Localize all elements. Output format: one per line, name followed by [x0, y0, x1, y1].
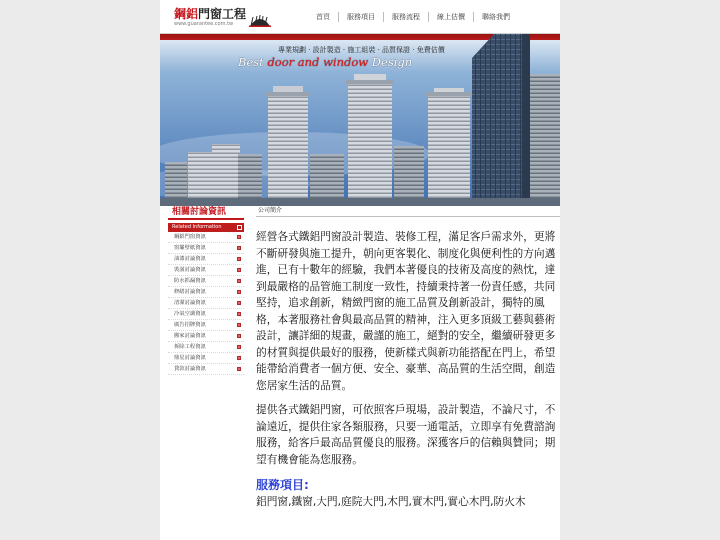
site-header	[160, 0, 560, 34]
logo-url: www.guarantee.com.tw	[174, 21, 234, 27]
sidebar-item-paint[interactable]: 油漆討論資訊	[168, 254, 244, 265]
bullet-icon	[237, 257, 241, 261]
main-content	[256, 206, 560, 510]
related-info-sidebar	[168, 206, 244, 375]
site-logo[interactable]	[172, 3, 272, 31]
services-list: 鋁門窗,鐵窗,大門,庭院大門,木門,實木門,實心木門,防火木	[256, 495, 526, 508]
sidebar-item-repairs[interactable]: 修繕討論資訊	[168, 287, 244, 298]
bullet-icon	[237, 345, 241, 349]
sidebar-item-renovation[interactable]: 裝潢討論資訊	[168, 265, 244, 276]
sidebar-item-doors-windows[interactable]: 鋼鋁門窗資訊	[168, 232, 244, 243]
bullet-icon	[237, 323, 241, 327]
banner-tagline: 專業規劃 · 設計製造 · 施工組裝 · 品質保證 · 免費估價	[278, 46, 445, 54]
nav-process[interactable]: 服務流程	[392, 13, 420, 21]
sidebar-header-bar: Related Information	[168, 223, 244, 232]
sidebar-item-curtains[interactable]: 窗簾壁紙資訊	[168, 243, 244, 254]
sidebar-item-waterproofing[interactable]: 防水抓漏資訊	[168, 276, 244, 287]
sun-logo-icon	[249, 15, 271, 27]
bullet-icon	[237, 279, 241, 283]
bullet-icon	[237, 246, 241, 250]
logo-title: 鋼鋁門窗工程	[174, 7, 247, 21]
bullet-icon	[237, 356, 241, 360]
sidebar-item-moving[interactable]: 搬家討論資訊	[168, 331, 244, 342]
nav-services[interactable]: 服務項目	[347, 13, 375, 21]
bullet-icon	[237, 367, 241, 371]
breadcrumb: 公司簡介	[256, 206, 560, 217]
sidebar-title: 相關討論資訊	[168, 206, 244, 220]
sidebar-item-air-conditioning[interactable]: 冷氣空調資訊	[168, 309, 244, 320]
bullet-icon	[237, 268, 241, 272]
intro-paragraph: 經營各式鐵鋁門窗設計製造、裝修工程，滿足客戶需求外，更將不斷研發與施工提升，朝向更客製化、制度化與便利性的方向邁進，已有十數年的經驗，我們本著優良的技術及高度的熱忱，達到最嚴格的品管施工制度一致性，持續秉持著一份責任感，共同堅持，追求創新，精緻門窗的施工品質及創新設計，獨特的風格，本著服務社會與最高品質的精神，注入更多頂級工藝與藝術設計，讓詳細的規畫，嚴謹的施工，絕對的安全，繼續研發更多的材質與提供最好的服務，使新樣式與新功能搭配在門上，希望能帶給消費者一個方便、安全、豪華、高品質的生活空間，創造您居家生活的品質。	[256, 230, 556, 392]
nav-contact[interactable]: 聯絡我們	[482, 13, 510, 21]
bullet-icon	[237, 290, 241, 294]
nav-online-quote[interactable]: 線上估價	[437, 13, 465, 21]
service-paragraph: 提供各式鐵鋁門窗，可依照客戶現場，設計製造，不論尺寸，不論遠近，提供住家各類服務，只要一通電話，立即享有免費諮詢服務，給客戶最高品質優良的服務。深獲客戶的信賴與贊同；期望有機會能為您服務。	[256, 403, 556, 466]
bullet-icon	[237, 312, 241, 316]
banner-slogan: Best door and window Design	[238, 55, 413, 69]
sidebar-item-dingxing[interactable]: 鼎星討論資訊	[168, 353, 244, 364]
bullet-icon	[237, 301, 241, 305]
hero-banner	[160, 34, 560, 206]
nav-home[interactable]: 首頁	[316, 13, 330, 21]
bullet-icon	[237, 235, 241, 239]
main-nav	[308, 9, 518, 25]
page	[160, 0, 560, 540]
sidebar-item-loans[interactable]: 貸款討論資訊	[168, 364, 244, 375]
bullet-icon	[237, 334, 241, 338]
sidebar-item-signboards[interactable]: 廣告招牌資訊	[168, 320, 244, 331]
sidebar-item-cleaning[interactable]: 清潔討論資訊	[168, 298, 244, 309]
services-heading: 服務項目:	[256, 478, 309, 492]
sidebar-item-demolition[interactable]: 拆除工程資訊	[168, 342, 244, 353]
box-icon	[237, 225, 242, 230]
